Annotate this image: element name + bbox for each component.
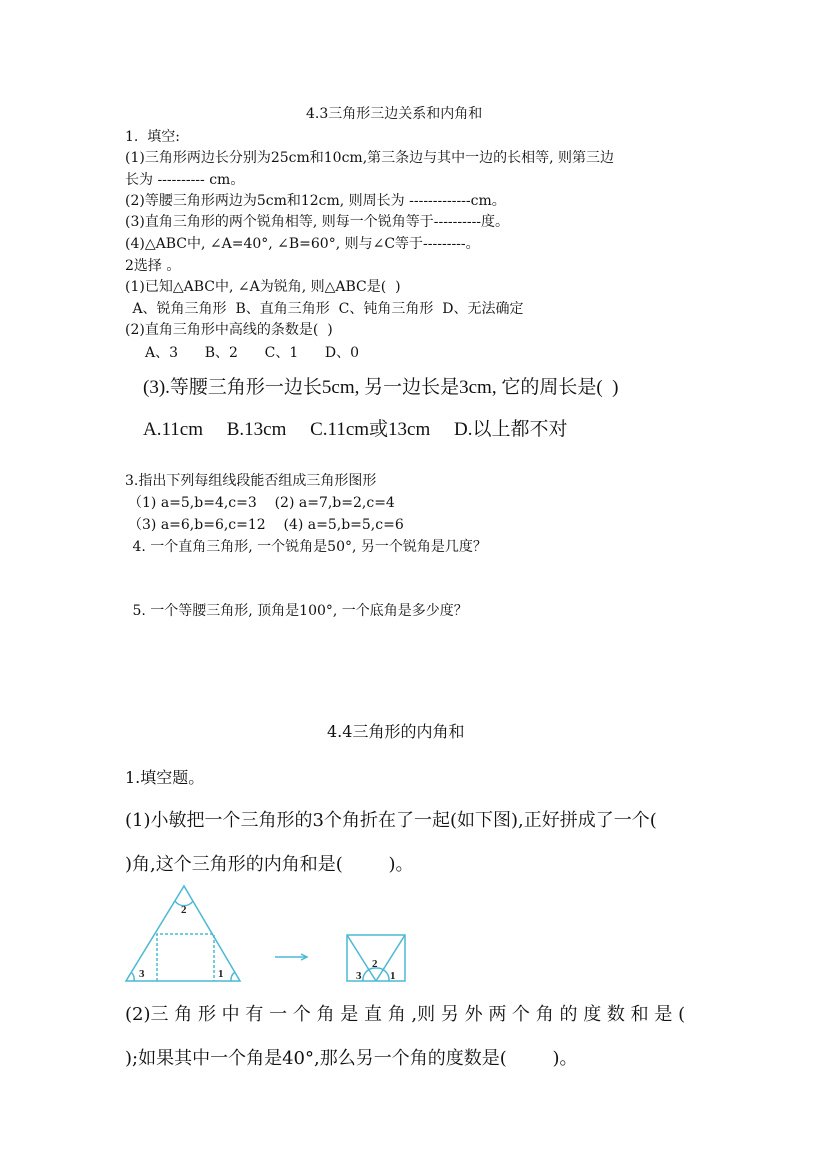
angle-1-arc [231,972,235,981]
section1-title: 4.3三角形三边关系和内角和 [306,106,483,122]
question3-line2: （3) a=6,b=6,c=12 (4) a=5,b=5,c=6 [128,517,404,533]
question3-heading: 3.指出下列每组线段能否组成三角形图形 [125,473,377,489]
angle-3-arc [131,972,134,981]
question2-item1-options: A、锐角三角形 B、直角三角形 C、钝角三角形 D、无法确定 [128,301,524,317]
question2-item2: (2)直角三角形中高线的条数是( ) [125,322,333,338]
question3-line1: （1) a=5,b=4,c=3 (2) a=7,b=2,c=4 [128,495,395,511]
question1-item1-line1: (1)三角形两边长分别为25cm和10cm,第三条边与其中一边的长相等, 则第三边 [125,150,615,166]
question2-item1: (1)已知△ABC中, ∠A为锐角, 则△ABC是( ) [125,279,401,295]
section2-question1-item2-line1: (2)三 角 形 中 有 一 个 角 是 直 角 ,则 另 外 两 个 角 的 度 数 和 是 ( [125,1004,686,1025]
question5: 5. 一个等腰三角形, 顶角是100°, 一个底角是多少度？ [128,603,468,619]
question1-item3: (3)直角三角形的两个锐角相等, 则每一个锐角等于----------度。 [125,214,510,230]
question1-item1-line2: 长为 ---------- cm。 [125,172,245,188]
question2-item3: (3).等腰三角形一边长5cm, 另一边长是3cm, 它的周长是( ) [143,377,619,398]
question1-item2: (2)等腰三角形两边为5cm和12cm, 则周长为 -------------cm。 [125,193,506,209]
question2-item3-options: A.11cm B.13cm C.11cm或13cm D.以上都不对 [143,419,568,440]
section2-question1-item2-line2: );如果其中一个角是40°,那么另一个角的度数是( )。 [125,1048,578,1069]
question2-item2-options: A、3 B、2 C、1 D、0 [145,345,360,361]
fig-label-2-left: 2 [181,904,187,916]
question2-heading: 2选择 。 [125,258,181,274]
fig-label-1-left: 1 [218,968,224,980]
fold-dashed-rectangle [157,934,214,981]
section2-question1-item1-line1: (1)小敏把一个三角形的3个角折在了一起(如下图),正好拼成了一个( [125,810,657,831]
section2-question1-item1-line2: )角,这个三角形的内角和是( )。 [125,854,414,875]
fig-label-3-left: 3 [139,968,145,980]
question4: 4. 一个直角三角形, 一个锐角是50°, 另一个锐角是几度？ [128,539,487,555]
folded-triangle-figure [120,880,420,990]
fig-label-3-right: 3 [356,970,362,982]
section2-question1-heading: 1.填空题。 [125,768,205,787]
question1-item4: (4)△ABC中, ∠A=40°, ∠B=60°, 则与∠C等于---------。 [125,236,480,252]
fig-label-1-right: 1 [390,970,396,982]
question1-heading: 1. 填空: [125,129,180,145]
section2-title: 4.4三角形的内角和 [327,722,465,741]
fig-label-2-right: 2 [372,958,378,970]
